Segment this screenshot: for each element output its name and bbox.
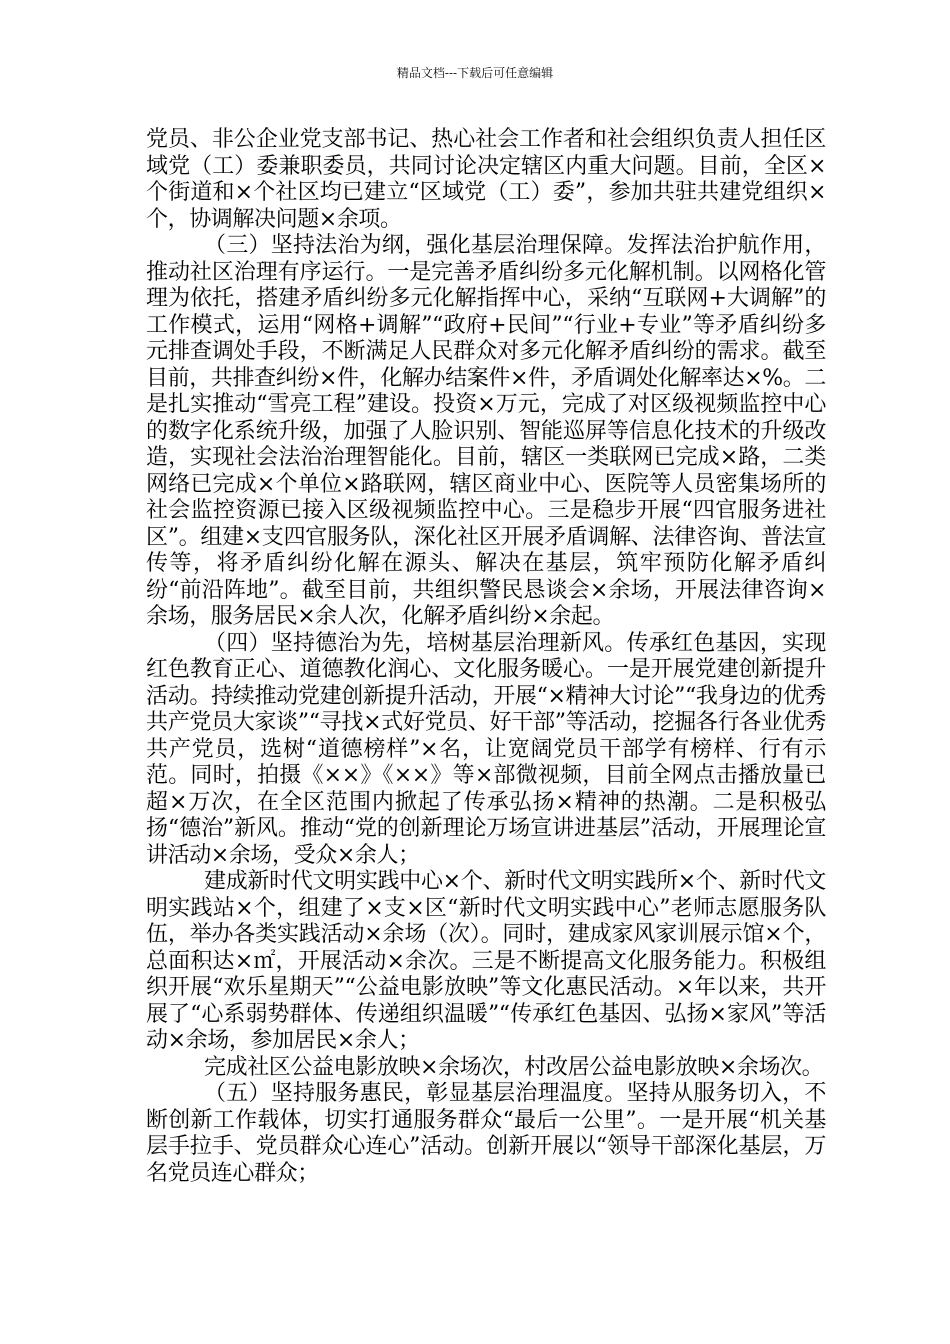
paragraph-4: 建成新时代文明实践中心×个、新时代文明实践所×个、新时代文明实践站×个，组建了×支×区“新时代文明实践中心”老师志愿服务队伍，举办各类实践活动×余场（次）。同时，建成家风家训展示馆×个，总面积达×㎡，开展活动×余次。三是不断提高文化服务能力。积极组织开展“欢乐星期天”“公益电影放映”等文化惠民活动。×年以来，共开展了“心系弱势群体、传递组织温暖”“传承红色基因、弘扬×家风”等活动×余场，参加居民×余人； bbox=[146, 869, 826, 1053]
paragraph-6: （五）坚持服务惠民，彰显基层治理温度。坚持从服务切入，不断创新工作载体，切实打通服务群众“最后一公里”。一是开展“机关基层手拉手、党员群众心连心”活动。创新开展以“领导干部深化基层，万名党员连心群众； bbox=[146, 1081, 826, 1186]
paragraph-2: （三）坚持法治为纲，强化基层治理保障。发挥法治护航作用，推动社区治理有序运行。一是完善矛盾纠纷多元化解机制。以网格化管理为依托，搭建矛盾纠纷多元化解指挥中心，采纳“互联网+大调解”的工作模式，运用“网格+调解”“政府+民间”“行业+专业”等矛盾纠纷多元排查调处手段，不断满足人民群众对多元化解矛盾纠纷的需求。截至目前，共排查纠纷×件，化解办结案件×件，矛盾调处化解率达×%。二是扎实推动“雪亮工程”建设。投资×万元，完成了对区级视频监控中心的数字化系统升级，加强了人脸识别、智能巡屏等信息化技术的升级改造，实现社会法治治理智能化。目前，辖区一类联网已完成×路，二类网络已完成×个单位×路联网，辖区商业中心、医院等人员密集场所的社会监控资源已接入区级视频监控中心。三是稳步开展“四官服务进社区”。组建×支四官服务队，深化社区开展矛盾调解、法律咨询、普法宣传等，将矛盾纠纷化解在源头、解决在基层，筑牢预防化解矛盾纠纷“前沿阵地”。截至目前，共组织警民恳谈会×余场，开展法律咨询×余场，服务居民×余人次，化解矛盾纠纷×余起。 bbox=[146, 233, 826, 629]
paragraph-1: 党员、非公企业党支部书记、热心社会工作者和社会组织负责人担任区域党（工）委兼职委员，共同讨论决定辖区内重大问题。目前，全区×个街道和×个社区均已建立“区域党（工）委”，参加共驻共建党组织×个，协调解决问题×余项。 bbox=[146, 127, 826, 232]
document-body bbox=[146, 127, 826, 1187]
page-header: 精品文档---下载后可任意编辑 bbox=[396, 66, 554, 80]
paragraph-5: 完成社区公益电影放映×余场次，村改居公益电影放映×余场次。 bbox=[204, 1054, 824, 1080]
paragraph-3: （四）坚持德治为先，培树基层治理新风。传承红色基因，实现红色教育正心、道德教化润心、文化服务暖心。一是开展党建创新提升活动。持续推动党建创新提升活动，开展“×精神大讨论”“我身边的优秀共产党员大家谈”“寻找×式好党员、好干部”等活动，挖掘各行各业优秀共产党员，选树“道德榜样”×名，让宽阔党员干部学有榜样、行有示范。同时，拍摄《××》《××》等×部微视频，目前全网点击播放量已超×万次，在全区范围内掀起了传承弘扬×精神的热潮。二是积极弘扬“德治”新风。推动“党的创新理论万场宣讲进基层”活动，开展理论宣讲活动×余场，受众×余人； bbox=[146, 630, 826, 868]
